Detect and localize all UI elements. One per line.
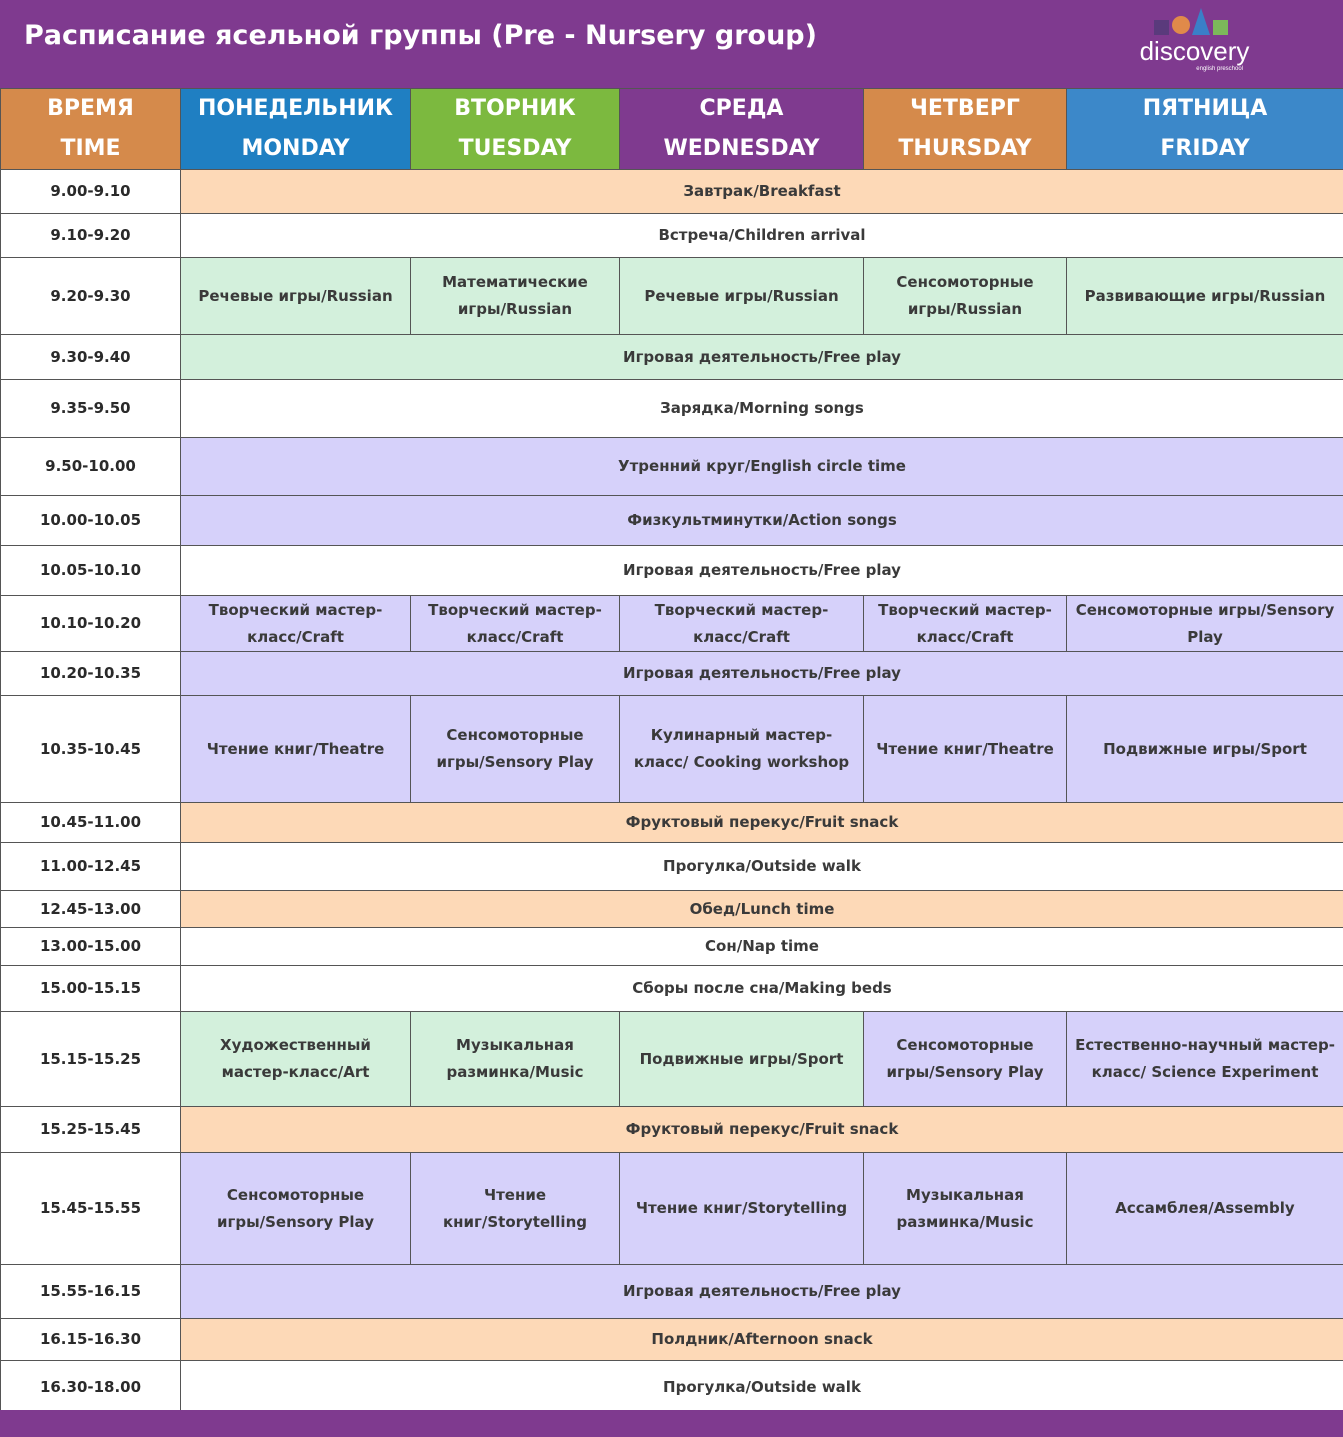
table-row: [1, 496, 1343, 546]
table-row: [1, 803, 1343, 843]
table-row: [1, 546, 1343, 596]
time-cell: 13.00-15.00: [1, 928, 181, 966]
time-cell: 10.45-11.00: [1, 803, 181, 843]
time-cell: 9.20-9.30: [1, 258, 181, 335]
column-header-monday: ПОНЕДЕЛЬНИК MONDAY: [181, 89, 411, 170]
table-row: [1, 596, 1343, 652]
column-header-wednesday: СРЕДА WEDNESDAY: [620, 89, 864, 170]
time-cell: 9.00-9.10: [1, 170, 181, 214]
activity-cell: Встреча/Children arrival: [181, 214, 1343, 258]
activity-cell: Сон/Nap time: [181, 928, 1343, 966]
logo-square-icon: [1154, 20, 1169, 35]
activity-cell-tuesday: Музыкальная разминка/Music: [411, 1012, 620, 1107]
table-row: [1, 891, 1343, 928]
header-row: [1, 89, 1343, 170]
activity-cell: Зарядка/Morning songs: [181, 380, 1343, 438]
time-cell: 15.15-15.25: [1, 1012, 181, 1107]
activity-cell: Игровая деятельность/Free play: [181, 1265, 1343, 1319]
activity-cell-monday: Художественный мастер-класс/Art: [181, 1012, 411, 1107]
logo-green-square-icon: [1213, 20, 1228, 35]
logo-circle-icon: [1172, 16, 1190, 34]
activity-cell-friday: Естественно-научный мастер-класс/ Science Experiment: [1067, 1012, 1343, 1107]
activity-cell: Фруктовый перекус/Fruit snack: [181, 803, 1343, 843]
schedule-table: [0, 88, 1343, 1415]
activity-cell-friday: Подвижные игры/Sport: [1067, 696, 1343, 803]
time-cell: 9.30-9.40: [1, 335, 181, 380]
time-cell: 10.00-10.05: [1, 496, 181, 546]
activity-cell-wednesday: Творческий мастер-класс/Craft: [620, 596, 864, 652]
table-row: [1, 214, 1343, 258]
column-header-tuesday: ВТОРНИК TUESDAY: [411, 89, 620, 170]
activity-cell-tuesday: Творческий мастер-класс/Craft: [411, 596, 620, 652]
activity-cell: Прогулка/Outside walk: [181, 843, 1343, 891]
table-row: [1, 966, 1343, 1012]
column-header-thursday: ЧЕТВЕРГ THURSDAY: [864, 89, 1067, 170]
table-row: [1, 170, 1343, 214]
time-cell: 16.15-16.30: [1, 1319, 181, 1361]
time-cell: 10.10-10.20: [1, 596, 181, 652]
activity-cell-wednesday: Речевые игры/Russian: [620, 258, 864, 335]
activity-cell-thursday: Чтение книг/Theatre: [864, 696, 1067, 803]
activity-cell: Утренний круг/English circle time: [181, 438, 1343, 496]
column-header-time: ВРЕМЯ TIME: [1, 89, 181, 170]
activity-cell-thursday: Музыкальная разминка/Music: [864, 1153, 1067, 1265]
table-row: [1, 335, 1343, 380]
table-row: [1, 652, 1343, 696]
activity-cell: Игровая деятельность/Free play: [181, 546, 1343, 596]
activity-cell-thursday: Творческий мастер-класс/Craft: [864, 596, 1067, 652]
activity-cell-tuesday: Сенсомоторные игры/Sensory Play: [411, 696, 620, 803]
table-row: [1, 1107, 1343, 1153]
activity-cell-thursday: Сенсомоторные игры/Sensory Play: [864, 1012, 1067, 1107]
logo-tagline: english preschool: [1196, 66, 1243, 72]
table-row: [1, 843, 1343, 891]
activity-cell: Фруктовый перекус/Fruit snack: [181, 1107, 1343, 1153]
activity-cell-friday: Ассамблея/Assembly: [1067, 1153, 1343, 1265]
activity-cell-wednesday: Кулинарный мастер-класс/ Cooking workshop: [620, 696, 864, 803]
activity-cell-monday: Речевые игры/Russian: [181, 258, 411, 335]
table-row: [1, 1265, 1343, 1319]
table-row: [1, 1319, 1343, 1361]
time-cell: 12.45-13.00: [1, 891, 181, 928]
activity-cell: Игровая деятельность/Free play: [181, 652, 1343, 696]
table-row: [1, 1153, 1343, 1265]
time-cell: 15.45-15.55: [1, 1153, 181, 1265]
time-cell: 15.00-15.15: [1, 966, 181, 1012]
page-title: Расписание ясельной группы (Pre - Nursery group): [24, 20, 817, 51]
activity-cell-wednesday: Чтение книг/Storytelling: [620, 1153, 864, 1265]
header-banner: [0, 0, 1343, 88]
time-cell: 11.00-12.45: [1, 843, 181, 891]
table-row: [1, 1012, 1343, 1107]
time-cell: 10.35-10.45: [1, 696, 181, 803]
table-row: [1, 1361, 1343, 1415]
time-cell: 10.20-10.35: [1, 652, 181, 696]
activity-cell-monday: Сенсомоторные игры/Sensory Play: [181, 1153, 411, 1265]
table-row: [1, 258, 1343, 335]
activity-cell: Сборы после сна/Making beds: [181, 966, 1343, 1012]
activity-cell-thursday: Сенсомоторные игры/Russian: [864, 258, 1067, 335]
time-cell: 16.30-18.00: [1, 1361, 181, 1415]
activity-cell-friday: Сенсомоторные игры/Sensory Play: [1067, 596, 1343, 652]
activity-cell-wednesday: Подвижные игры/Sport: [620, 1012, 864, 1107]
time-cell: 15.55-16.15: [1, 1265, 181, 1319]
activity-cell: Физкультминутки/Action songs: [181, 496, 1343, 546]
time-cell: 9.35-9.50: [1, 380, 181, 438]
table-row: [1, 928, 1343, 966]
activity-cell-friday: Развивающие игры/Russian: [1067, 258, 1343, 335]
logo: [1132, 6, 1257, 76]
logo-wordmark: discovery: [1139, 36, 1250, 66]
table-row: [1, 438, 1343, 496]
footer-bar: [0, 1410, 1343, 1437]
column-header-friday: ПЯТНИЦА FRIDAY: [1067, 89, 1343, 170]
activity-cell-monday: Чтение книг/Theatre: [181, 696, 411, 803]
activity-cell: Прогулка/Outside walk: [181, 1361, 1343, 1415]
table-row: [1, 696, 1343, 803]
logo-triangle-icon: [1192, 8, 1210, 35]
time-cell: 9.50-10.00: [1, 438, 181, 496]
table-row: [1, 380, 1343, 438]
activity-cell: Завтрак/Breakfast: [181, 170, 1343, 214]
time-cell: 9.10-9.20: [1, 214, 181, 258]
activity-cell-tuesday: Чтение книг/Storytelling: [411, 1153, 620, 1265]
activity-cell: Полдник/Afternoon snack: [181, 1319, 1343, 1361]
time-cell: 10.05-10.10: [1, 546, 181, 596]
activity-cell: Обед/Lunch time: [181, 891, 1343, 928]
time-cell: 15.25-15.45: [1, 1107, 181, 1153]
activity-cell-tuesday: Математические игры/Russian: [411, 258, 620, 335]
activity-cell-monday: Творческий мастер-класс/Craft: [181, 596, 411, 652]
activity-cell: Игровая деятельность/Free play: [181, 335, 1343, 380]
